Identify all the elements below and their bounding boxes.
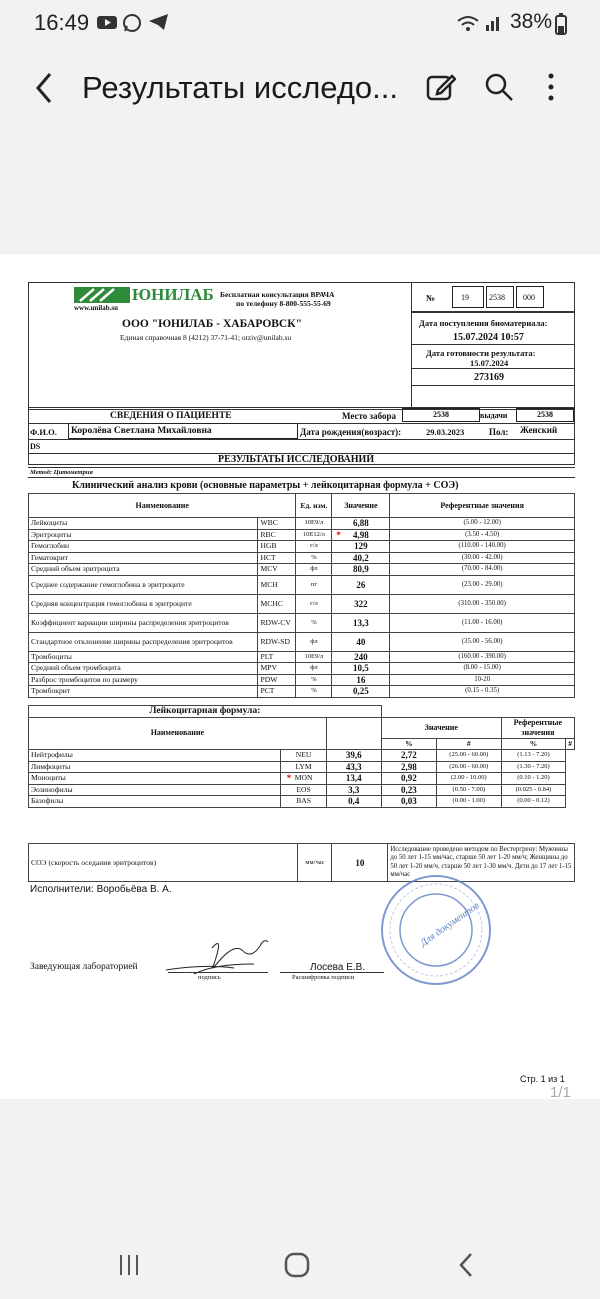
page-number: Стр. 1 из 1 — [520, 1074, 565, 1084]
table-row — [29, 613, 575, 632]
row-value-text: 40,2 — [353, 552, 369, 563]
patient-sex: Женский — [520, 425, 558, 435]
leuko-ref-abs: (1.13 - 7.20) — [501, 750, 566, 762]
row-value — [332, 613, 390, 632]
table-row — [29, 529, 575, 541]
col-ref: Референтные значения — [390, 494, 575, 518]
sign-label: подпись — [198, 974, 221, 981]
row-name: Коэффициент вариации ширины распределения эритроцитов — [29, 613, 258, 632]
row-value-text: 13,3 — [353, 617, 369, 628]
divider — [411, 385, 575, 386]
row-code: MPV — [258, 663, 296, 675]
row-unit: % — [296, 552, 332, 564]
col-unit: Ед. изм. — [296, 494, 332, 518]
row-unit: г/л — [296, 594, 332, 613]
leuko-col-ref: Референтные значения — [501, 717, 574, 738]
divider — [411, 368, 575, 369]
leuko-table — [28, 705, 575, 808]
row-value-text: 129 — [354, 541, 368, 552]
esr-unit: мм/час — [298, 844, 332, 882]
row-value — [332, 529, 390, 541]
sex-label: Пол: — [489, 427, 509, 437]
row-code: PCT — [258, 686, 296, 698]
row-code: RDW-CV — [258, 613, 296, 632]
table-row — [29, 750, 575, 762]
row-code: MCV — [258, 564, 296, 576]
row-ref: 10-20 — [390, 674, 575, 686]
row-unit: фл — [296, 663, 332, 675]
row-value-text: 4,98 — [353, 529, 369, 540]
row-unit: % — [296, 686, 332, 698]
leuko-ref-pct: (2.00 - 10.00) — [436, 773, 501, 785]
place-label: Место забора — [342, 411, 397, 421]
leuko-col-name: Наименование — [29, 717, 327, 750]
row-name: Средний объем тромбоцита — [29, 663, 258, 675]
leuko-ref-pct: (0.50 - 7.00) — [436, 784, 501, 796]
row-name: Гематокрит — [29, 552, 258, 564]
row-unit: 10E9/л — [296, 651, 332, 663]
number-label: № — [426, 293, 436, 303]
row-name: Средняя концентрация гемоглобина в эритроците — [29, 594, 258, 613]
leuko-code: BAS — [281, 796, 326, 808]
row-code: PLT — [258, 651, 296, 663]
more-options-icon[interactable] — [546, 72, 556, 107]
table-row — [29, 594, 575, 613]
table-row — [29, 663, 575, 675]
row-ref: (30.00 - 42.00) — [390, 552, 575, 564]
no3-cell — [516, 286, 544, 308]
leuko-pct — [326, 796, 381, 808]
row-value — [332, 552, 390, 564]
org-contacts: Единая справочная 8 (4212) 37-71-41; otziv@unilab.su — [120, 333, 292, 342]
place-cell — [402, 408, 480, 422]
leuko-pct — [326, 761, 381, 773]
row-code: MCHC — [258, 594, 296, 613]
leuko-name: Нейтрофилы — [29, 750, 281, 762]
leuko-code: EOS — [281, 784, 326, 796]
table-row — [29, 784, 575, 796]
blank — [326, 738, 381, 750]
row-ref: (5.00 - 12.00) — [390, 518, 575, 530]
row-value — [332, 518, 390, 530]
leuko-refpct-head: % — [501, 738, 566, 750]
row-unit: г/л — [296, 541, 332, 553]
col-name: Наименование — [29, 494, 296, 518]
decode-line — [280, 972, 384, 973]
row-name: Гемоглобин — [29, 541, 258, 553]
row-unit: % — [296, 613, 332, 632]
panel-title: Клинический анализ крови (основные параметры + лейкоцитарная формула + СОЭ) — [72, 480, 459, 491]
page-title: Результаты исследо... — [82, 70, 399, 105]
search-icon[interactable] — [484, 72, 514, 107]
results-title: РЕЗУЛЬТАТЫ ИССЛЕДОВАНИЙ — [218, 454, 375, 465]
row-value — [332, 663, 390, 675]
leuko-abs: 0,23 — [381, 784, 436, 796]
row-unit: фл — [296, 632, 332, 651]
nav-bar — [0, 1210, 600, 1299]
table-row — [29, 686, 575, 698]
leuko-title: Лейкоцитарная формула: — [29, 706, 382, 718]
no2-cell — [486, 286, 514, 308]
leuko-pct-text: 13,4 — [345, 773, 362, 784]
page-indicator: 1/1 — [550, 1084, 571, 1101]
leuko-abs: 2,98 — [381, 761, 436, 773]
row-name: Разброс тромбоцитов по размеру — [29, 674, 258, 686]
document-page[interactable] — [0, 254, 600, 1099]
no2: 2538 — [489, 293, 505, 302]
row-name: Лейкоциты — [29, 518, 258, 530]
head-label: Заведующая лабораторией — [30, 962, 138, 972]
ready-date: 15.07.2024 — [470, 358, 509, 368]
row-value-text: 80,9 — [353, 564, 369, 575]
divider — [28, 477, 575, 478]
leuko-abs: 0,03 — [381, 796, 436, 808]
row-value-text: 26 — [356, 579, 366, 590]
table-row — [29, 632, 575, 651]
row-unit: 10E9/л — [296, 518, 332, 530]
row-value — [332, 632, 390, 651]
issue-cell — [516, 408, 574, 422]
esr-table — [28, 843, 575, 882]
leuko-name: Эозинофилы — [29, 784, 281, 796]
table-row — [29, 541, 575, 553]
leuko-name: Моноциты — [29, 773, 281, 785]
leuko-abs-head: # — [436, 738, 501, 750]
row-name: Тромбокрит — [29, 686, 258, 698]
row-name: Среднее содержание гемоглобина в эритроците — [29, 575, 258, 594]
row-unit: 10E12/л — [296, 529, 332, 541]
sign-line — [168, 972, 268, 973]
unilab-logo-icon — [74, 287, 130, 303]
row-ref: (35.00 - 56.00) — [390, 632, 575, 651]
row-value — [332, 674, 390, 686]
blank — [381, 706, 565, 718]
leuko-code: LYM — [281, 761, 326, 773]
row-value — [332, 651, 390, 663]
table-row — [29, 761, 575, 773]
divider — [28, 439, 575, 440]
battery-percent: 38% — [510, 10, 553, 33]
row-value-text: 6,88 — [353, 518, 369, 529]
row-flag: * — [336, 529, 341, 540]
row-value-text: 322 — [354, 598, 368, 609]
leuko-pct-text: 43,3 — [345, 761, 362, 772]
leuko-pct — [326, 750, 381, 762]
org-name: ООО "ЮНИЛАБ - ХАБАРОВСК" — [122, 318, 302, 330]
table-row — [29, 575, 575, 594]
ds-label: DS — [30, 442, 41, 451]
row-code: RDW-SD — [258, 632, 296, 651]
row-ref: (3.50 - 4.50) — [390, 529, 575, 541]
patient-fio: Королёва Светлана Михайловна — [71, 426, 212, 436]
table-row — [29, 651, 575, 663]
ready-label: Дата готовности результата: — [426, 348, 536, 358]
leuko-name: Базофилы — [29, 796, 281, 808]
row-ref: (0.15 - 0.35) — [390, 686, 575, 698]
row-value-text: 240 — [354, 651, 368, 662]
recent-apps-button[interactable] — [118, 1254, 140, 1281]
results-table — [28, 493, 575, 698]
row-unit: фл — [296, 564, 332, 576]
row-value-text: 16 — [356, 674, 366, 685]
fio-label: Ф.И.О. — [30, 427, 57, 437]
received-date: 15.07.2024 10:57 — [453, 332, 524, 343]
leuko-abs: 0,92 — [381, 773, 436, 785]
leuko-pct-head: % — [381, 738, 436, 750]
row-name: Эритроциты — [29, 529, 258, 541]
blank — [326, 717, 381, 738]
row-value-text: 10,5 — [353, 663, 369, 674]
battery-icon — [555, 13, 567, 31]
leuko-code: MON — [281, 773, 326, 785]
row-value — [332, 686, 390, 698]
row-name: Стандартное отклонение ширины распределения эритроцитов — [29, 632, 258, 651]
consult-line-1: Бесплатная консультация ВРАЧА — [220, 290, 335, 299]
row-value — [332, 594, 390, 613]
row-ref: (8.00 - 15.00) — [390, 663, 575, 675]
leuko-pct-text: 3,3 — [348, 784, 360, 795]
patient-dob: 29.03.2023 — [426, 427, 465, 437]
issue-value: 2538 — [537, 410, 553, 419]
row-ref: (310.00 - 350.00) — [390, 594, 575, 613]
row-value-text: 0,25 — [353, 686, 369, 697]
table-row — [29, 552, 575, 564]
received-label: Дата поступления биоматериала: — [419, 318, 548, 328]
method: Метод: Цитометрия — [30, 469, 93, 476]
row-ref: (110.00 - 140.00) — [390, 541, 575, 553]
telegram-icon — [148, 13, 168, 31]
row-unit: пг — [296, 575, 332, 594]
stamp-text: Для документов — [418, 900, 482, 949]
signal-icon — [456, 13, 506, 31]
table-row — [29, 518, 575, 530]
col-value: Значение — [332, 494, 390, 518]
esr-value: 10 — [332, 844, 388, 882]
whatsapp-icon — [122, 13, 142, 31]
status-bar — [0, 0, 600, 46]
table-row — [29, 796, 575, 808]
head-name: Лосева Е.В. — [310, 962, 366, 973]
esr-note: Исследование проведено методом по Вестергрену: Мужчины до 50 лет 1-15 мм/час, старше 50 лет 1-20 мм/ч; Женщины до 50 лет 1-20 мм/ч, старше 50 лет 1-30 мм/ч. Дети до 17 лет 1-15 мм/час — [388, 844, 575, 882]
table-row — [29, 773, 575, 785]
performers: Исполнители: Воробьёва В. А. — [30, 884, 172, 895]
leuko-flag: * — [286, 773, 292, 784]
row-code: RBC — [258, 529, 296, 541]
leuko-ref-pct: (26.00 - 60.00) — [436, 761, 501, 773]
leuko-col-value: Значение — [381, 717, 501, 738]
row-ref: (23.00 - 29.00) — [390, 575, 575, 594]
no1-cell — [452, 286, 484, 308]
leuko-pct-text: 0,4 — [348, 796, 360, 807]
issue-label: выдачи — [480, 411, 508, 420]
leuko-ref-abs: (0.10 - 1.20) — [501, 773, 566, 785]
leuko-abs: 2,72 — [381, 750, 436, 762]
divider — [28, 467, 575, 468]
status-time: 16:49 — [34, 10, 90, 35]
leuko-ref-abs: (0.00 - 0.12) — [501, 796, 566, 808]
edit-icon[interactable] — [426, 72, 456, 107]
leuko-name: Лимфоциты — [29, 761, 281, 773]
patient-section-title: СВЕДЕНИЯ О ПАЦИЕНТЕ — [110, 411, 232, 421]
row-code: PDW — [258, 674, 296, 686]
brand-name: ЮНИЛАБ — [132, 285, 214, 304]
leuko-refabs-head: # — [566, 738, 575, 750]
leuko-ref-pct: (0.00 - 1.00) — [436, 796, 501, 808]
row-value — [332, 564, 390, 576]
leuko-ref-abs: (1.30 - 7.20) — [501, 761, 566, 773]
row-value — [332, 575, 390, 594]
row-ref: (160.00 - 390.00) — [390, 651, 575, 663]
row-code: MCH — [258, 575, 296, 594]
row-ref: (70.00 - 84.00) — [390, 564, 575, 576]
row-code: HGB — [258, 541, 296, 553]
no3: 000 — [523, 293, 535, 302]
nav-back-button[interactable] — [458, 1252, 474, 1283]
stamp-icon — [380, 874, 492, 986]
row-value-text: 40 — [356, 636, 366, 647]
row-name: Тромбоциты — [29, 651, 258, 663]
home-button[interactable] — [284, 1252, 310, 1283]
row-name: Средний объем эритроцита — [29, 564, 258, 576]
leuko-pct — [326, 784, 381, 796]
row-code: WBC — [258, 518, 296, 530]
divider — [411, 344, 575, 345]
esr-name: СОЭ (скорость оседания эритроцитов) — [29, 844, 298, 882]
leuko-code: NEU — [281, 750, 326, 762]
fio-cell — [68, 423, 298, 439]
no1: 19 — [461, 293, 469, 302]
youtube-icon — [96, 13, 116, 31]
leuko-pct-text: 39,6 — [345, 750, 362, 761]
row-code: HCT — [258, 552, 296, 564]
place-value: 2538 — [433, 410, 449, 419]
row-unit: % — [296, 674, 332, 686]
consult-line-2: по телефону 8-800-555-55-69 — [236, 299, 331, 308]
leuko-ref-abs: (0.025 - 0.84) — [501, 784, 566, 796]
site-url: www.unilab.su — [74, 304, 118, 312]
table-row — [29, 674, 575, 686]
leuko-ref-pct: (25.00 - 60.00) — [436, 750, 501, 762]
order-code: 273169 — [474, 372, 504, 383]
table-row — [29, 564, 575, 576]
app-bar — [0, 46, 600, 130]
dob-label: Дата рождения(возраст): — [300, 427, 402, 437]
row-ref: (11.00 - 16.00) — [390, 613, 575, 632]
back-button[interactable] — [32, 70, 56, 111]
row-value — [332, 541, 390, 553]
decode-label: Расшифровка подписи — [292, 974, 355, 981]
